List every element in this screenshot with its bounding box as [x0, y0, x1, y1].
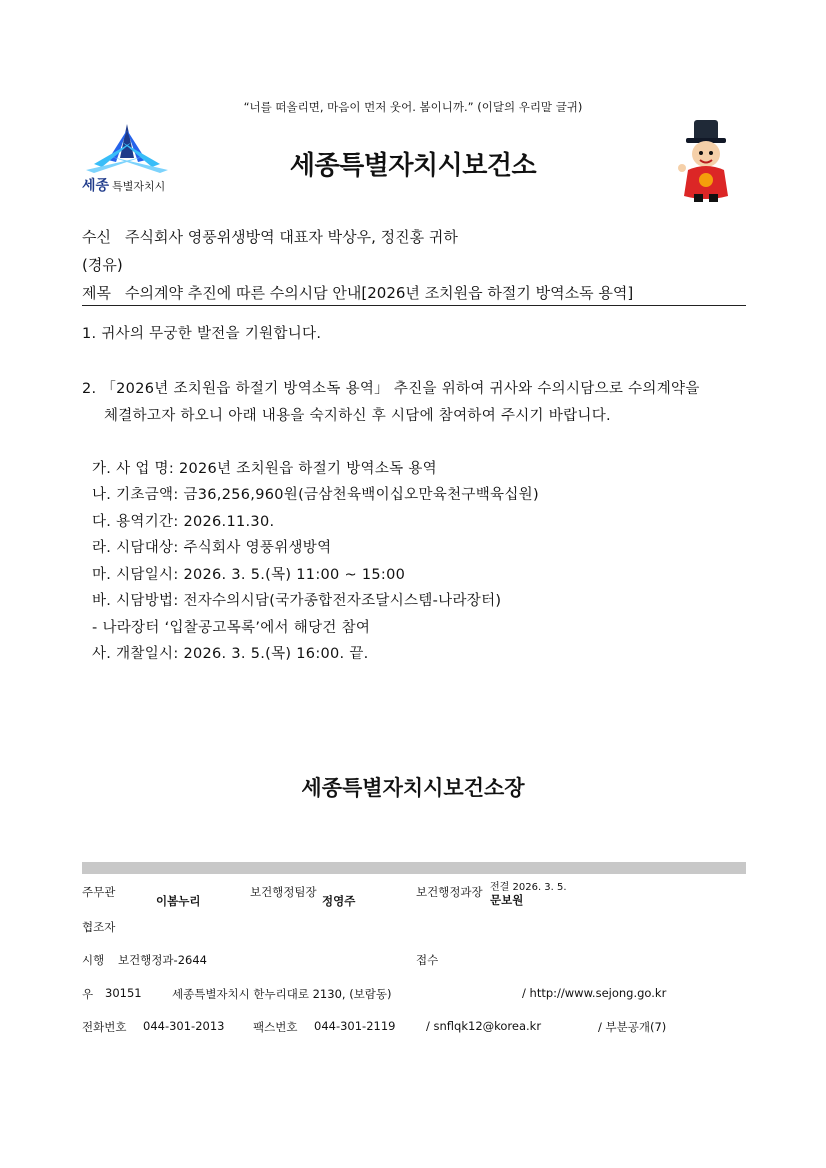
- postal-code: 30151: [105, 986, 142, 1000]
- enforce-label: 시행: [82, 953, 105, 967]
- approver-name: 문보원: [490, 893, 524, 907]
- item-negotiation-method: 바. 시담방법: 전자수의시담(국가종합전자조달시스템-나라장터): [92, 593, 502, 609]
- header-divider: [82, 305, 746, 306]
- item-negotiation-datetime: 마. 시담일시: 2026. 3. 5.(목) 11:00 ~ 15:00: [92, 567, 406, 583]
- paragraph-1: 1. 귀사의 무궁한 발전을 기원합니다.: [82, 326, 322, 342]
- reviewer-role: 보건행정팀장: [250, 885, 317, 899]
- email-link[interactable]: / snflqk12@korea.kr: [426, 1019, 542, 1033]
- item-method-note: - 나라장터 ‘입찰공고목록’에서 해당건 참여: [92, 620, 371, 636]
- cooperator-label: 협조자: [82, 920, 116, 934]
- mascot-king-icon: [676, 118, 736, 204]
- logo-text-big: 세종: [82, 178, 110, 194]
- footer-divider-bar: [82, 862, 746, 874]
- reviewer-name: 정영주: [322, 894, 356, 908]
- subject-label: 제목: [82, 284, 111, 302]
- approver-role: 보건행정과장: [416, 885, 483, 899]
- recipient-line: [82, 226, 458, 247]
- postal-label: 우: [82, 987, 94, 1001]
- phone-number: 044-301-2013: [143, 1019, 225, 1033]
- recipient-label: 수신: [82, 228, 111, 246]
- monthly-slogan: “너를 떠올리면, 마음이 먼저 웃어. 봄이니까.” (이달의 우리말 글귀): [243, 100, 583, 114]
- organization-title: 세종특별자치시보건소: [289, 151, 537, 181]
- disclosure-status: / 부분공개(7): [598, 1020, 667, 1034]
- signatory-title: 세종특별자치시보건소장: [301, 776, 525, 800]
- drafter-role: 주무관: [82, 885, 116, 899]
- item-business-name: 가. 사 업 명: 2026년 조치원읍 하절기 방역소독 용역: [92, 461, 437, 477]
- approver-note: 전결 2026. 3. 5.: [490, 882, 567, 893]
- receipt-label: 접수: [416, 953, 439, 967]
- item-base-amount: 나. 기초금액: 금36,256,960원(금삼천육백이십오만육천구백육십원): [92, 487, 539, 503]
- item-service-period: 다. 용역기간: 2026.11.30.: [92, 514, 275, 530]
- logo-text-small: 특별자치시: [112, 180, 166, 193]
- phone-label: 전화번호: [82, 1020, 127, 1034]
- item-opening-datetime: 사. 개찰일시: 2026. 3. 5.(목) 16:00. 끝.: [92, 646, 369, 662]
- enforce-value: 보건행정과-2644: [118, 953, 207, 967]
- address: 세종특별자치시 한누리대로 2130, (보람동): [172, 987, 392, 1001]
- subject-value: 수의계약 추진에 따른 수의시담 안내[2026년 조치원읍 하절기 방역소독 용역]: [124, 284, 634, 302]
- drafter-name: 이봄누리: [156, 894, 201, 908]
- website-link[interactable]: / http://www.sejong.go.kr: [522, 986, 667, 1000]
- via-line: (경유): [82, 256, 123, 274]
- paragraph-2-line-1: 2. 「2026년 조치원읍 하절기 방역소독 용역」 추진을 위하여 귀사와 수의시담으로 수의계약을: [82, 381, 700, 397]
- item-negotiation-target: 라. 시담대상: 주식회사 영풍위생방역: [92, 540, 332, 556]
- paragraph-2-line-2: 체결하고자 하오니 아래 내용을 숙지하신 후 시담에 참여하여 주시기 바랍니다.: [104, 408, 611, 424]
- fax-label: 팩스번호: [253, 1020, 298, 1034]
- fax-number: 044-301-2119: [314, 1019, 396, 1033]
- recipient-value: 주식회사 영풍위생방역 대표자 박상우, 정진홍 귀하: [124, 228, 458, 246]
- subject-line: [82, 282, 633, 303]
